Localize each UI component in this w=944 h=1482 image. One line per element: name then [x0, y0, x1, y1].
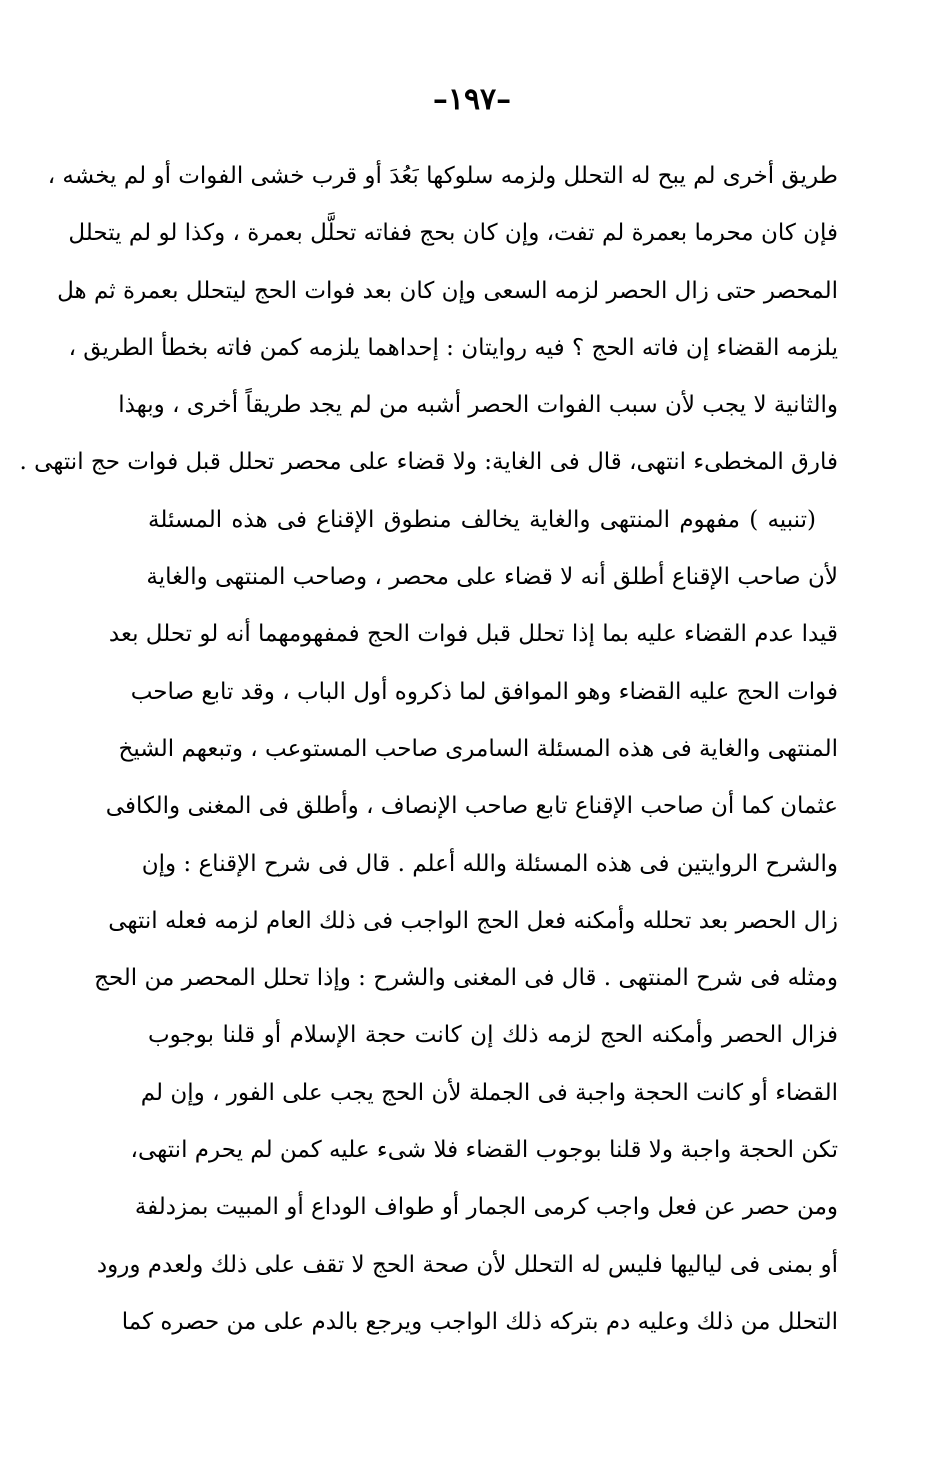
- text-line: القضاء أو كانت الحجة واجبة فى الجملة لأن الحج يجب على الفور ، وإن لم: [140, 1079, 838, 1106]
- body-text: [19, 148, 838, 1351]
- text-line: المنتهى والغاية فى هذه المسئلة السامرى صاحب المستوعب ، وتبعهم الشيخ: [118, 735, 838, 762]
- text-line: يلزمه القضاء إن فاته الحج ؟ فيه روايتان : إحداهما يلزمه كمن فاته بخطأ الطريق ،: [68, 334, 838, 361]
- text-line-note-heading: (تنبيه ) مفهوم المنتهى والغاية يخالف منطوق الإقناع فى هذه المسئلة: [148, 506, 816, 533]
- text-line: تكن الحجة واجبة ولا قلنا بوجوب القضاء فلا شىء عليه كمن لم يحرم انتهى،: [130, 1137, 838, 1164]
- text-line: عثمان كما أن صاحب الإقناع تابع صاحب الإنصاف ، وأطلق فى المغنى والكافى: [105, 793, 838, 820]
- text-line: فارق المخطىء انتهى، قال فى الغاية: ولا قضاء على محصر تحلل قبل فوات حج انتهى .: [19, 449, 838, 476]
- text-line: والثانية لا يجب لأن سبب الفوات الحصر أشبه من لم يجد طريقاً أخرى ، وبهذا: [118, 392, 838, 419]
- text-line: المحصر حتى زال الحصر لزمه السعى وإن كان بعد فوات الحج ليتحلل بعمرة ثم هل: [57, 277, 838, 304]
- page-number: –١٩٧–: [432, 82, 512, 117]
- text-line: لأن صاحب الإقناع أطلق أنه لا قضاء على محصر ، وصاحب المنتهى والغاية: [146, 564, 838, 591]
- text-line: فزال الحصر وأمكنه الحج لزمه ذلك إن كانت حجة الإسلام أو قلنا بوجوب: [148, 1022, 838, 1049]
- text-line: زال الحصر بعد تحلله وأمكنه فعل الحج الواجب فى ذلك العام لزمه فعله انتهى: [108, 907, 838, 934]
- text-line: طريق أخرى لم يبح له التحلل ولزمه سلوكها بَعُدَ أو قرب خشى الفوات أو لم يخشه ،: [47, 163, 838, 189]
- text-line: فإن كان محرما بعمرة لم تفت، وإن كان بحج ففاته تحلَّل بعمرة ، وكذا لو لم يتحلل: [68, 220, 838, 247]
- text-line: قيدا عدم القضاء عليه بما إذا تحلل قبل فوات الحج فمفهومهما أنه لو تحلل بعد: [108, 621, 838, 648]
- text-line: أو بمنى فى لياليها فليس له التحلل لأن صحة الحج لا تقف على ذلك ولعدم ورود: [96, 1251, 838, 1278]
- text-line: ومثله فى شرح المنتهى . قال فى المغنى والشرح : وإذا تحلل المحصر من الحج: [94, 965, 838, 992]
- text-line: فوات الحج عليه القضاء وهو الموافق لما ذكروه أول الباب ، وقد تابع صاحب: [130, 678, 838, 705]
- text-line: ومن حصر عن فعل واجب كرمى الجمار أو طواف الوداع أو المبيت بمزدلفة: [134, 1194, 838, 1221]
- text-line: التحلل من ذلك وعليه دم بتركه ذلك الواجب ويرجع بالدم على من حصره كما: [121, 1308, 838, 1335]
- text-line: والشرح الروايتين فى هذه المسئلة والله أعلم . قال فى شرح الإقناع : وإن: [141, 850, 838, 877]
